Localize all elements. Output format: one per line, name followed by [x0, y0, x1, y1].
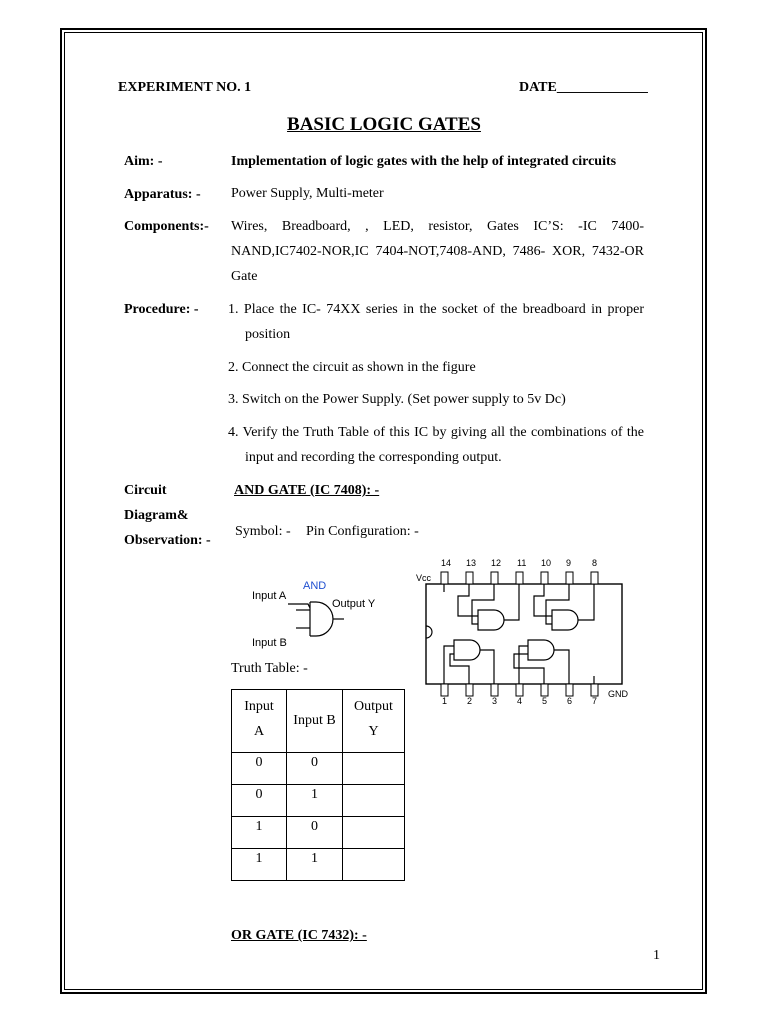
apparatus-label: Apparatus: - — [124, 187, 201, 202]
pin-5-label: 5 — [542, 696, 548, 706]
cell-y — [343, 817, 405, 849]
pin-14-label: 14 — [441, 558, 452, 568]
pin-9-label: 9 — [566, 558, 572, 568]
pin-4-label: 4 — [517, 696, 523, 706]
truth-table-header-row — [232, 690, 405, 753]
pin-13-label: 13 — [466, 558, 477, 568]
header-input-b: Input B — [287, 690, 343, 753]
gnd-label: GND — [608, 689, 628, 699]
pin-10-label: 10 — [541, 558, 552, 568]
pin-1-label: 1 — [442, 696, 448, 706]
and-gate-heading: AND GATE (IC 7408): - — [234, 483, 380, 498]
or-gate-heading: OR GATE (IC 7432): - — [231, 928, 367, 943]
pin-12-label: 12 — [491, 558, 502, 568]
symbol-input-b: Input B — [252, 637, 287, 649]
symbol-gate-name: AND — [303, 580, 327, 592]
header-output — [343, 690, 405, 753]
cell-a: 0 — [232, 753, 287, 785]
circuit-label-3: Observation: - — [124, 533, 211, 548]
cell-y — [343, 785, 405, 817]
table-row — [232, 753, 405, 785]
circuit-label-2: Diagram& — [124, 508, 189, 523]
truth-table-label: Truth Table: - — [231, 661, 308, 676]
circuit-label-1: Circuit — [124, 483, 167, 498]
table-row — [232, 849, 405, 881]
symbol-label: Symbol: - — [235, 524, 291, 539]
cell-b: 0 — [287, 753, 343, 785]
apparatus-text: Power Supply, Multi-meter — [231, 186, 384, 201]
cell-b: 0 — [287, 817, 343, 849]
components-line-1: Wires, Breadboard, , LED, resistor, Gates IC’S: -IC 7400- — [231, 219, 644, 234]
pin-6-label: 6 — [567, 696, 573, 706]
pin-11-label: 11 — [517, 558, 527, 568]
symbol-output: Output Y — [332, 598, 376, 610]
header-input-a-line1: Input — [244, 699, 274, 714]
aim-label: Aim: - — [124, 154, 163, 169]
pin-2-label: 2 — [467, 696, 473, 706]
experiment-number: EXPERIMENT NO. 1 — [118, 80, 252, 95]
header-input-a-line2: A — [253, 724, 265, 739]
table-row — [232, 817, 405, 849]
procedure-step-4-cont: input and recording the corresponding output. — [245, 450, 502, 465]
ic-7408-pin-diagram — [410, 556, 635, 708]
cell-b: 1 — [287, 849, 343, 881]
table-row — [232, 785, 405, 817]
cell-b: 1 — [287, 785, 343, 817]
page-number: 1 — [653, 948, 660, 963]
cell-a: 1 — [232, 849, 287, 881]
pin-8-label: 8 — [592, 558, 598, 568]
page-title: BASIC LOGIC GATES — [287, 114, 481, 135]
procedure-step-1-cont: position — [245, 327, 291, 342]
cell-a: 0 — [232, 785, 287, 817]
header-input-a — [232, 690, 287, 753]
pin-7-label: 7 — [592, 696, 598, 706]
components-label: Components:- — [124, 219, 209, 234]
procedure-step-4: 4. Verify the Truth Table of this IC by giving all the combinations of the — [228, 425, 644, 440]
cell-y — [343, 849, 405, 881]
date-field: DATE_____________ — [519, 80, 648, 95]
components-line-3: Gate — [231, 269, 258, 284]
pin-config-label: Pin Configuration: - — [306, 524, 419, 539]
header-output-line2: Y — [368, 724, 379, 739]
procedure-step-2: 2. Connect the circuit as shown in the figure — [228, 360, 476, 375]
symbol-input-a: Input A — [252, 590, 287, 602]
procedure-step-3: 3. Switch on the Power Supply. (Set power supply to 5v Dc) — [228, 392, 566, 407]
truth-table — [231, 689, 405, 881]
procedure-step-1: 1. Place the IC- 74XX series in the socket of the breadboard in proper — [228, 302, 644, 317]
header-output-line1: Output — [354, 699, 393, 714]
aim-text: Implementation of logic gates with the help of integrated circuits — [231, 154, 617, 169]
procedure-label: Procedure: - — [124, 302, 199, 317]
cell-y — [343, 753, 405, 785]
and-gate-symbol — [248, 574, 380, 654]
pin-3-label: 3 — [492, 696, 498, 706]
vcc-label: Vcc — [416, 573, 432, 583]
components-line-2: NAND,IC7402-NOR,IC 7404-NOT,7408-AND, 7486- XOR, 7432-OR — [231, 244, 644, 259]
cell-a: 1 — [232, 817, 287, 849]
